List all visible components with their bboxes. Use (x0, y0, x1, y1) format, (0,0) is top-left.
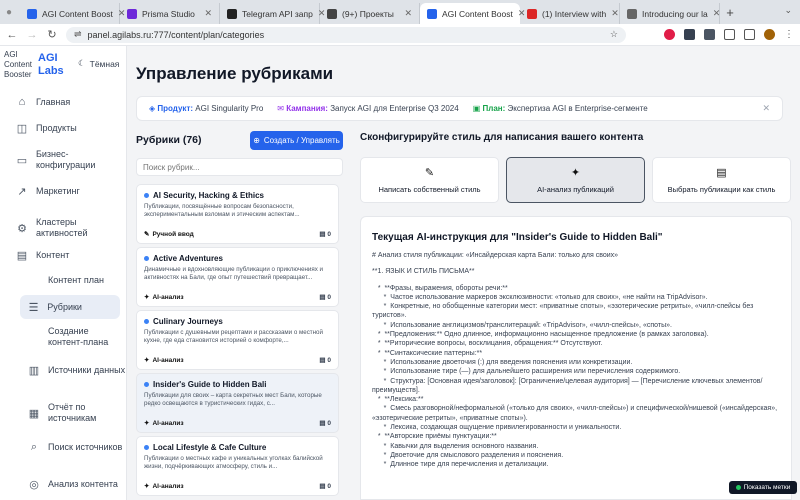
tab-title: Prisma Studio (142, 8, 195, 19)
reload-icon[interactable]: ↻ (47, 29, 57, 41)
style-option-card[interactable] (360, 157, 499, 203)
sidebar-item-label: Создание контент-плана (48, 326, 109, 347)
rubric-source-badge: ✎ Ручной ввод (144, 230, 194, 238)
instruction-line (372, 260, 780, 267)
new-tab-button[interactable]: + (726, 4, 734, 20)
site-info-icon[interactable]: ⇌ (74, 29, 82, 39)
sidebar-item-label: Кластеры активностей (36, 217, 88, 238)
sidebar-item[interactable] (0, 122, 127, 135)
tab-search-chevron-icon[interactable]: ⌄ (784, 5, 792, 15)
rubric-post-count: ▤ 0 (319, 294, 331, 301)
instruction-line: * **Авторские приёмы пунктуации:** (372, 433, 497, 441)
instruction-line: * Конкретные, но обобщенные категории мест: «приватные споты», «эзотерические ретриты», «чилл-спейсы без туристов». (372, 303, 756, 320)
rubric-search-input[interactable] (136, 158, 343, 176)
tab-close-icon[interactable]: ✕ (404, 8, 412, 18)
rubric-description: Динамичные и вдохновляющие публикации о приключениях и активностях на Бали, где опыт путешествий превращает... (144, 266, 324, 281)
campaign-context[interactable]: ✉ Кампания: Запуск AGI для Enterprise Q3 2024 (277, 104, 459, 113)
style-option-card[interactable] (506, 157, 645, 203)
extensions-area (664, 29, 794, 40)
style-option-card[interactable] (652, 157, 791, 203)
sidebar-item[interactable] (0, 478, 127, 491)
sidebar-item[interactable] (0, 441, 127, 454)
rubric-title: Local Lifestyle & Cafe Culture (144, 443, 331, 452)
theme-toggle[interactable] (78, 58, 119, 69)
browser-tab[interactable] (20, 3, 126, 24)
tab-title: AGI Content Boost (42, 8, 113, 19)
tab-close-icon[interactable]: ✕ (117, 8, 126, 18)
sidebar-item[interactable] (0, 364, 127, 377)
sidebar-item-label: Источники данных (48, 365, 126, 375)
rubric-title: Active Adventures (144, 254, 331, 263)
search-icon: ⌕ (30, 441, 38, 453)
tab-close-icon[interactable]: ✕ (204, 8, 212, 18)
trend-icon: ↗ (17, 186, 27, 198)
doc-count-icon: ▤ (319, 357, 328, 364)
sidebar-item-label: Поиск источников (48, 442, 123, 452)
create-manage-button[interactable] (250, 131, 343, 150)
rubric-card[interactable] (136, 184, 339, 244)
instruction-line: * **Риторические вопросы, восклицания, обращения:** Отсутствуют. (372, 340, 603, 348)
instruction-line: * **Лексика:** (372, 396, 424, 404)
status-dot-icon (144, 382, 149, 387)
doc-count-icon: ▤ (319, 231, 328, 238)
sidepanel-icon[interactable] (744, 29, 755, 40)
sidebar-item-label: Главная (36, 96, 71, 107)
rubric-source-badge: ✦ AI-анализ (144, 419, 184, 427)
tab-title: AGI Content Boost (442, 8, 513, 19)
browser-toolbar (0, 24, 800, 46)
database-icon: ▥ (28, 365, 40, 377)
extension-icon[interactable] (704, 29, 715, 40)
main-content (128, 46, 800, 500)
sidebar-item-label: Продукты (36, 123, 77, 133)
address-bar[interactable] (66, 27, 626, 43)
instruction-line: * Использование англицизмов/транслитераций: «TripAdvisor», «чилл-спейсы», «споты». (372, 321, 672, 329)
list-icon: ☰ (28, 301, 39, 314)
sidebar-item[interactable] (0, 249, 127, 262)
tab-title: (9+) Проекты (342, 8, 394, 19)
plan-context[interactable]: ▣ План: Экспертиза AGI в Enterprise-сегменте (472, 104, 648, 113)
rubric-post-count: ▤ 0 (319, 231, 331, 238)
badge-icon: ✎ (144, 231, 150, 238)
tab-title: Telegram API запр (242, 8, 313, 19)
style-config-title: Сконфигурируйте стиль для написания вашего контента (360, 132, 644, 143)
tab-close-icon[interactable]: ✕ (611, 8, 619, 18)
sidebar-item[interactable] (0, 402, 127, 424)
brand-name: AGI Labs (38, 52, 64, 77)
sidebar-item[interactable] (0, 185, 127, 198)
sidebar-item-label: Бизнес-конфигурации (36, 149, 96, 170)
style-option-label: Выбрать публикации как стиль (667, 185, 776, 194)
instruction-line: * Использование двоеточия (:) для введения пояснения или конкретизации. (372, 358, 633, 366)
instruction-line: # Анализ стиля публикации: «Инсайдерская карта Бали: только для своих» (372, 252, 619, 259)
content-icon: ▤ (16, 250, 28, 262)
instruction-line: * Длинное тире для перечисления и детализации. (372, 461, 549, 469)
home-icon: ⌂ (18, 96, 26, 108)
rubric-card[interactable] (136, 436, 339, 496)
style-option-label: Написать собственный стиль (378, 185, 481, 194)
rubrics-header: Рубрики (76) (136, 134, 202, 146)
doc-count-icon: ▤ (319, 420, 328, 427)
rubric-description: Публикации с душевными рецептами и рассказами о местной кухне, где еда становится историей о комфорте,... (144, 329, 323, 344)
doc-count-icon: ▤ (319, 483, 328, 490)
rubric-post-count: ▤ 0 (319, 483, 331, 490)
campaign-icon: ✉ (277, 104, 284, 113)
pencil-icon: ✎ (424, 167, 435, 179)
close-icon[interactable]: ✕ (762, 103, 770, 113)
sidebar-item[interactable] (0, 275, 127, 286)
sidebar-item-label: Отчёт по источникам (48, 402, 97, 423)
plus-circle-icon: ⊕ (253, 136, 260, 145)
status-dot-icon (144, 319, 149, 324)
theme-label: Тёмная (89, 58, 120, 69)
app-sidebar (0, 46, 127, 500)
instruction-line: * Частое использование маркеров эксклюзивности: «только для своих», «не найти на TripAdvisor». (372, 293, 708, 301)
tab-close-icon[interactable]: ✕ (712, 8, 721, 18)
rubric-description: Публикации для своих – карта секретных мест Бали, которые редко освещаются в туристических гидах, с... (144, 392, 322, 407)
bookmark-star-icon[interactable]: ☆ (609, 29, 618, 39)
opera-extension-icon[interactable] (664, 29, 675, 40)
browser-tab[interactable] (620, 3, 720, 24)
menu-kebab-icon[interactable]: ⋮ (784, 29, 794, 40)
sidebar-item-label: Контент (36, 250, 70, 260)
instruction-line: * Двоеточие для смыслового разделения и пояснения. (372, 451, 564, 459)
browser-tab[interactable] (317, 3, 420, 24)
rubric-post-count: ▤ 0 (319, 420, 331, 427)
browser-tab-strip (0, 0, 800, 24)
rubric-description: Публикации о местных кафе и уникальных уголках балийской жизни, подчёркивающих атмосферу, стиль и... (144, 455, 323, 470)
product-icon: ◈ (149, 104, 156, 113)
status-dot-icon (144, 445, 149, 450)
ai-instruction-panel (360, 216, 792, 500)
product-context[interactable]: ◈ Продукт: AGI Singularity Pro (149, 104, 264, 113)
forward-icon[interactable]: → (26, 28, 38, 41)
rubric-card[interactable] (136, 310, 339, 370)
moon-icon: ☾ (78, 58, 86, 68)
rubric-source-badge: ✦ AI-анализ (144, 293, 184, 301)
instruction-line: * Лексика, создающая ощущение привилегированности и уникальности. (372, 424, 622, 432)
browser-tab[interactable] (220, 3, 326, 24)
badge-icon: ✦ (144, 483, 150, 490)
status-dot-icon (144, 193, 149, 198)
extension-icon[interactable] (684, 29, 695, 40)
show-labels-label: Показать метки (743, 484, 791, 491)
tab-favicon-icon (627, 9, 637, 19)
badge-icon: ✦ (144, 294, 150, 301)
rubric-title: Culinary Journeys (144, 317, 331, 326)
rubric-source-badge: ✦ AI-анализ (144, 356, 184, 364)
url-text[interactable]: panel.agilabs.ru:777/content/plan/categories (87, 29, 265, 40)
tab-title: (1) Interview with (542, 8, 607, 19)
browser-tab[interactable] (420, 3, 526, 24)
profile-avatar[interactable] (764, 29, 775, 40)
status-dot-icon (736, 485, 741, 490)
doc-count-icon: ▤ (319, 294, 328, 301)
document-icon: ▤ (716, 167, 727, 179)
badge-icon: ✦ (144, 420, 150, 427)
style-option-label: AI-анализ публикаций (537, 185, 614, 194)
rubric-post-count: ▤ 0 (319, 357, 331, 364)
rubric-source-badge: ✦ AI-анализ (144, 482, 184, 490)
sidebar-item[interactable] (0, 96, 127, 108)
rubric-title: Insider's Guide to Hidden Bali (144, 380, 331, 389)
context-bar (136, 96, 783, 121)
browser-tab[interactable] (117, 3, 220, 24)
badge-icon: ✦ (144, 357, 150, 364)
rubric-description: Публикации, посвящённые вопросам безопасности, экспериментальным взломам и этическим аспектам... (144, 203, 300, 218)
tab-close-icon[interactable]: ✕ (517, 8, 526, 18)
rubric-card[interactable] (136, 373, 339, 433)
briefcase-icon: ▭ (16, 154, 28, 167)
show-labels-button[interactable] (729, 481, 797, 494)
tab-favicon-icon (527, 9, 537, 19)
analysis-icon: ◎ (29, 479, 39, 491)
browser-tab[interactable] (517, 3, 620, 24)
sidebar-item[interactable] (0, 326, 127, 348)
instruction-line: * **Предложения:** Одно длинное, информационно насыщенное предложение (в рамках заголовка). (372, 331, 709, 339)
sidebar-item-label: Контент план (48, 275, 104, 285)
instruction-line: * **Фразы, выражения, обороты речи:** (372, 284, 508, 292)
app-logo: AGI Content Booster (4, 50, 33, 79)
instruction-line: * Использование тире (—) для дальнейшего расширения или перечисления содержимого. (372, 368, 681, 376)
back-icon[interactable]: ← (6, 28, 18, 41)
tab-favicon-icon (327, 9, 337, 19)
instruction-line (372, 277, 780, 284)
tab-close-icon[interactable]: ✕ (317, 8, 326, 18)
plan-icon: ▣ (472, 104, 481, 113)
sidebar-item-label: Анализ контента (48, 479, 118, 489)
instruction-line: **1. ЯЗЫК И СТИЛЬ ПИСЬМА** (372, 268, 475, 276)
puzzle-extensions-icon[interactable] (724, 29, 735, 40)
page-title: Управление рубриками (136, 64, 334, 83)
report-icon: ▦ (28, 407, 40, 420)
tab-title: Introducing our la (642, 8, 708, 19)
instruction-line: * Смесь разговорной/неформальной («только для своих», «чилл-спейсы») и специфической/нишевой («инсайдерская», «эзотерические ретриты», «приватные споты»). (372, 405, 780, 422)
instruction-line: * **Синтаксические паттерны:** (372, 349, 483, 357)
window-controls[interactable]: ● (6, 7, 13, 18)
status-dot-icon (144, 256, 149, 261)
sidebar-item[interactable] (0, 149, 127, 171)
sidebar-item-label: Рубрики (47, 301, 82, 312)
create-button-label: Создать / Управлять (263, 136, 340, 145)
cluster-icon: ⚙ (17, 222, 27, 235)
sidebar-item[interactable] (20, 295, 120, 319)
box-icon: ◫ (16, 123, 28, 135)
sidebar-item[interactable] (0, 217, 127, 239)
tab-favicon-icon (227, 9, 237, 19)
tab-favicon-icon (427, 9, 437, 19)
instruction-line: * Кавычки для выделения основного названия. (372, 442, 539, 450)
tab-favicon-icon (27, 9, 37, 19)
instruction-title: Текущая AI-инструкция для "Insider's Guide to Hidden Bali" (372, 232, 663, 243)
instruction-line: * Структура: [Основная идея/заголовок]: [Ограничение/целевая аудитория] — [Перечисление ключевых элементов/преимуществ]. (372, 377, 763, 394)
sparkles-icon: ✦ (570, 167, 581, 179)
tab-favicon-icon (127, 9, 137, 19)
sidebar-item-label: Маркетинг (36, 186, 80, 196)
rubric-card[interactable] (136, 247, 339, 307)
rubric-title: AI Security, Hacking & Ethics (144, 191, 331, 200)
